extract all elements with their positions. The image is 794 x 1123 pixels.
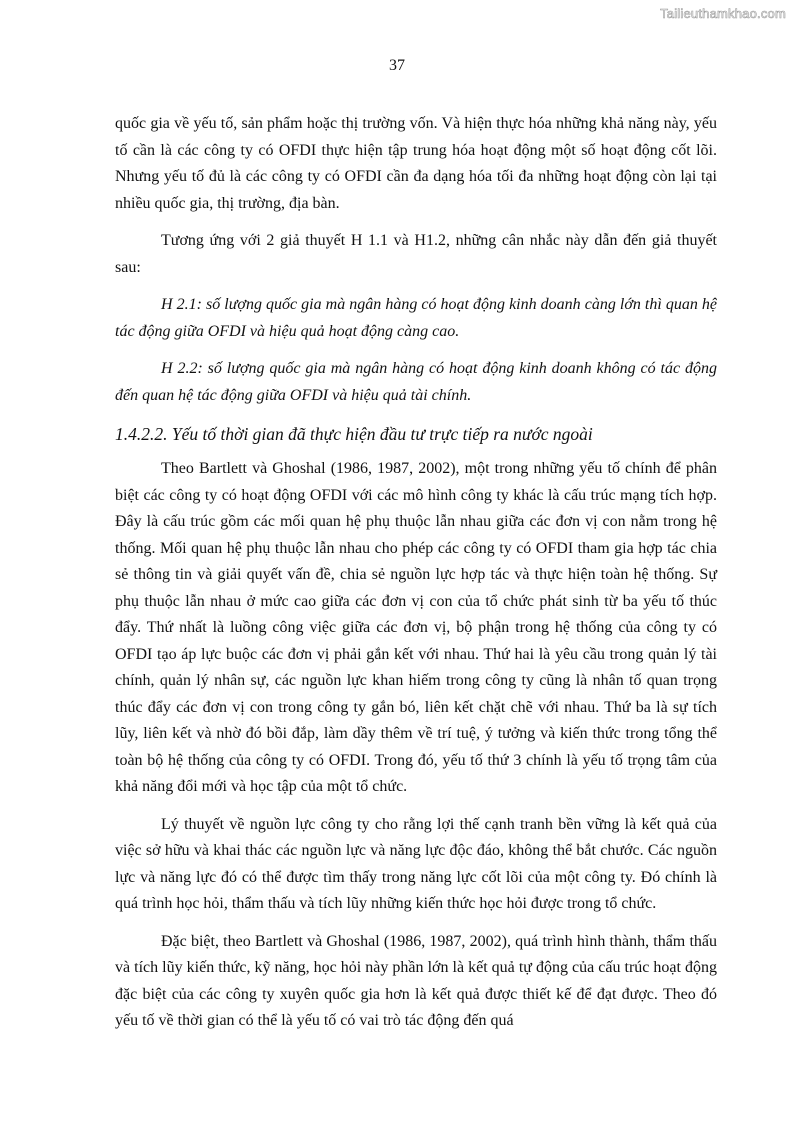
paragraph: Tương ứng với 2 giả thuyết H 1.1 và H1.2, những cân nhắc này dẫn đến giả thuyết sau: (115, 232, 717, 276)
hypothesis-h2-2: H 2.2: số lượng quốc gia mà ngân hàng có hoạt động kinh doanh không có tác động đến quan hệ tác động giữa OFDI và hiệu quả tài chính. (115, 360, 717, 404)
paragraph: Theo Bartlett và Ghoshal (1986, 1987, 2002), một trong những yếu tố chính để phân biệt các công ty có hoạt động OFDI với các mô hình công ty khác là cấu trúc mạng tích hợp. Đây là cấu trúc gồm các mối quan hệ phụ thuộc lẫn nhau giữa các đơn vị con nằm trong hệ thống. Mối quan hệ phụ thuộc lẫn nhau cho phép các công ty có OFDI tham gia hợp tác chia sẻ thông tin và giải quyết vấn đề, chia sẻ nguồn lực hợp tác và thực hiện toàn hệ thống. Sự phụ thuộc lẫn nhau ở mức cao giữa các đơn vị con của tổ chức phát sinh từ ba yếu tố thúc đẩy. Thứ nhất là luồng công việc giữa các đơn vị, bộ phận trong hệ thống của công ty có OFDI tạo áp lực buộc các đơn vị phải gắn kết với nhau. Thứ hai là yêu cầu trong quản lý tài chính, quản lý nhân sự, các nguồn lực khan hiếm trong công ty cũng là nhân tố quan trọng thúc đẩy các đơn vị con trong công ty gắn bó, liên kết chặt chẽ với nhau. Thứ ba là sự tích lũy, liên kết và nhờ đó bồi đắp, làm dầy thêm về trí tuệ, ý tưởng và kiến thức trong tổng thể toàn bộ hệ thống của công ty có OFDI. Trong đó, yếu tố thứ 3 chính là yếu tố trọng tâm của khả năng đổi mới và học tập của một tổ chức. (115, 460, 717, 795)
document-body (115, 111, 717, 1046)
page-number: 37 (389, 57, 405, 74)
section-heading: 1.4.2.2. Yếu tố thời gian đã thực hiện đầu tư trực tiếp ra nước ngoài (115, 424, 593, 444)
paragraph: quốc gia về yếu tố, sản phẩm hoặc thị trường vốn. Và hiện thực hóa những khả năng này, yếu tố cần là các công ty có OFDI thực hiện tập trung hóa hoạt động một số hoạt động cốt lõi. Nhưng yếu tố đủ là các công ty có OFDI cần đa dạng hóa tối đa những hoạt động còn lại tại nhiều quốc gia, thị trường, địa bàn. (115, 115, 717, 212)
watermark: Tailieuthamkhao.com (660, 6, 786, 21)
paragraph: Lý thuyết về nguồn lực công ty cho rằng lợi thế cạnh tranh bền vững là kết quả của việc sở hữu và khai thác các nguồn lực và năng lực độc đáo, không thể bắt chước. Các nguồn lực và năng lực đó có thể được tìm thấy trong năng lực cốt lõi của một công ty. Đó chính là quá trình học hỏi, thẩm thấu và tích lũy những kiến thức học hỏi được trong tổ chức. (115, 815, 717, 912)
hypothesis-h2-1: H 2.1: số lượng quốc gia mà ngân hàng có hoạt động kinh doanh càng lớn thì quan hệ tác động giữa OFDI và hiệu quả hoạt động càng cao. (115, 296, 717, 340)
paragraph: Đặc biệt, theo Bartlett và Ghoshal (1986, 1987, 2002), quá trình hình thành, thẩm thấu và tích lũy kiến thức, kỹ năng, học hỏi này phần lớn là kết quả tự động của cấu trúc hoạt động đặc biệt của các công ty xuyên quốc gia hơn là kết quả được thiết kế để đạt được. Theo đó yếu tố về thời gian có thể là yếu tố có vai trò tác động đến quá (115, 932, 717, 1029)
